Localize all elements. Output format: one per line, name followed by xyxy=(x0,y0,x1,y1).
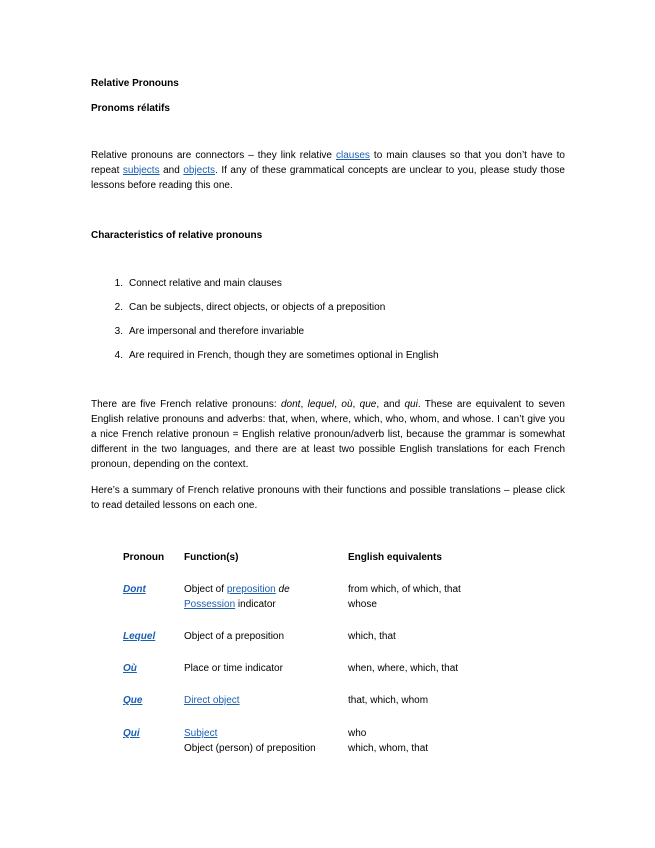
qui-link[interactable]: Qui xyxy=(123,728,140,739)
pronoun-lequel-inline: lequel xyxy=(307,399,335,410)
header-english: English equivalents xyxy=(348,552,442,563)
dont-english-2: whose xyxy=(348,599,377,610)
objects-link[interactable]: objects xyxy=(183,165,216,176)
ou-link[interactable]: Où xyxy=(123,663,137,674)
preposition-link[interactable]: preposition xyxy=(226,584,276,595)
lequel-english: which, that xyxy=(348,631,396,642)
dont-english-1: from which, of which, that xyxy=(348,584,461,595)
pronoun-que-inline: que xyxy=(359,399,377,410)
five-text-1: There are five French relative pronouns: xyxy=(91,399,281,410)
direct-object-link[interactable]: Direct object xyxy=(184,695,240,706)
dont-function-text: Object of xyxy=(184,584,227,595)
pronoun-ou-inline: où xyxy=(341,399,353,410)
list-item-number: 2. xyxy=(114,302,123,313)
dont-function-2 xyxy=(184,597,276,612)
separator: , and xyxy=(376,399,405,410)
subjects-link[interactable]: subjects xyxy=(122,165,160,176)
intro-paragraph xyxy=(91,148,565,193)
list-item-number: 1. xyxy=(114,278,123,289)
list-item-number: 3. xyxy=(114,326,123,337)
pronoun-dont-inline: dont xyxy=(281,399,301,410)
intro-text-1: Relative pronouns are connectors – they link relative xyxy=(91,150,336,161)
qui-english-1: who xyxy=(348,728,367,739)
lequel-function: Object of a preposition xyxy=(184,631,285,642)
ou-english: when, where, which, that xyxy=(348,663,459,674)
subject-link[interactable]: Subject xyxy=(184,728,218,739)
lequel-link[interactable]: Lequel xyxy=(123,631,156,642)
five-text-2: . These are equivalent to seven English relative pronouns and adverbs: that, when, where, which, who, whom, and whose. I can’t give you a nice French relative pronoun = English relative pronoun/adverb list, because the grammar is somewhat different in the two languages, and there are at least two possible English translations for each French pronoun, depending on the context. xyxy=(91,399,565,470)
title-fr: Pronoms rélatifs xyxy=(91,103,170,114)
ou-function: Place or time indicator xyxy=(184,663,283,674)
dont-link[interactable]: Dont xyxy=(123,584,146,595)
intro-text-3: and xyxy=(159,165,184,176)
que-english: that, which, whom xyxy=(348,695,429,706)
header-pronoun: Pronoun xyxy=(123,552,165,563)
que-link[interactable]: Que xyxy=(123,695,143,706)
list-item-number: 4. xyxy=(114,350,123,361)
intro-text-2: to main clauses so that you don’t have to repeat xyxy=(91,150,565,176)
separator: , xyxy=(334,399,342,410)
summary-paragraph: Here’s a summary of French relative pronouns with their functions and possible translations – please click to read detailed lessons on each one. xyxy=(91,485,565,511)
header-function: Function(s) xyxy=(184,552,239,563)
qui-english-2: which, whom, that xyxy=(348,743,429,754)
dont-function-text-2: indicator xyxy=(235,599,276,610)
five-pronouns-paragraph xyxy=(91,397,565,472)
separator: , xyxy=(352,399,360,410)
possession-link[interactable]: Possession xyxy=(184,599,236,610)
dont-function xyxy=(184,582,290,597)
list-item: Connect relative and main clauses xyxy=(129,278,282,289)
clauses-link[interactable]: clauses xyxy=(336,150,370,161)
characteristics-heading: Characteristics of relative pronouns xyxy=(91,230,263,241)
pronoun-qui-inline: qui xyxy=(404,399,418,410)
list-item: Are impersonal and therefore invariable xyxy=(129,326,305,337)
de-italic: de xyxy=(278,584,290,595)
separator: , xyxy=(300,399,308,410)
title-en: Relative Pronouns xyxy=(91,78,179,89)
list-item: Can be subjects, direct objects, or objects of a preposition xyxy=(129,302,386,313)
list-item: Are required in French, though they are sometimes optional in English xyxy=(129,350,439,361)
intro-text-4: . If any of these grammatical concepts are unclear to you, please study those lessons before reading this one. xyxy=(91,165,565,191)
qui-function-2: Object (person) of preposition xyxy=(184,743,316,754)
